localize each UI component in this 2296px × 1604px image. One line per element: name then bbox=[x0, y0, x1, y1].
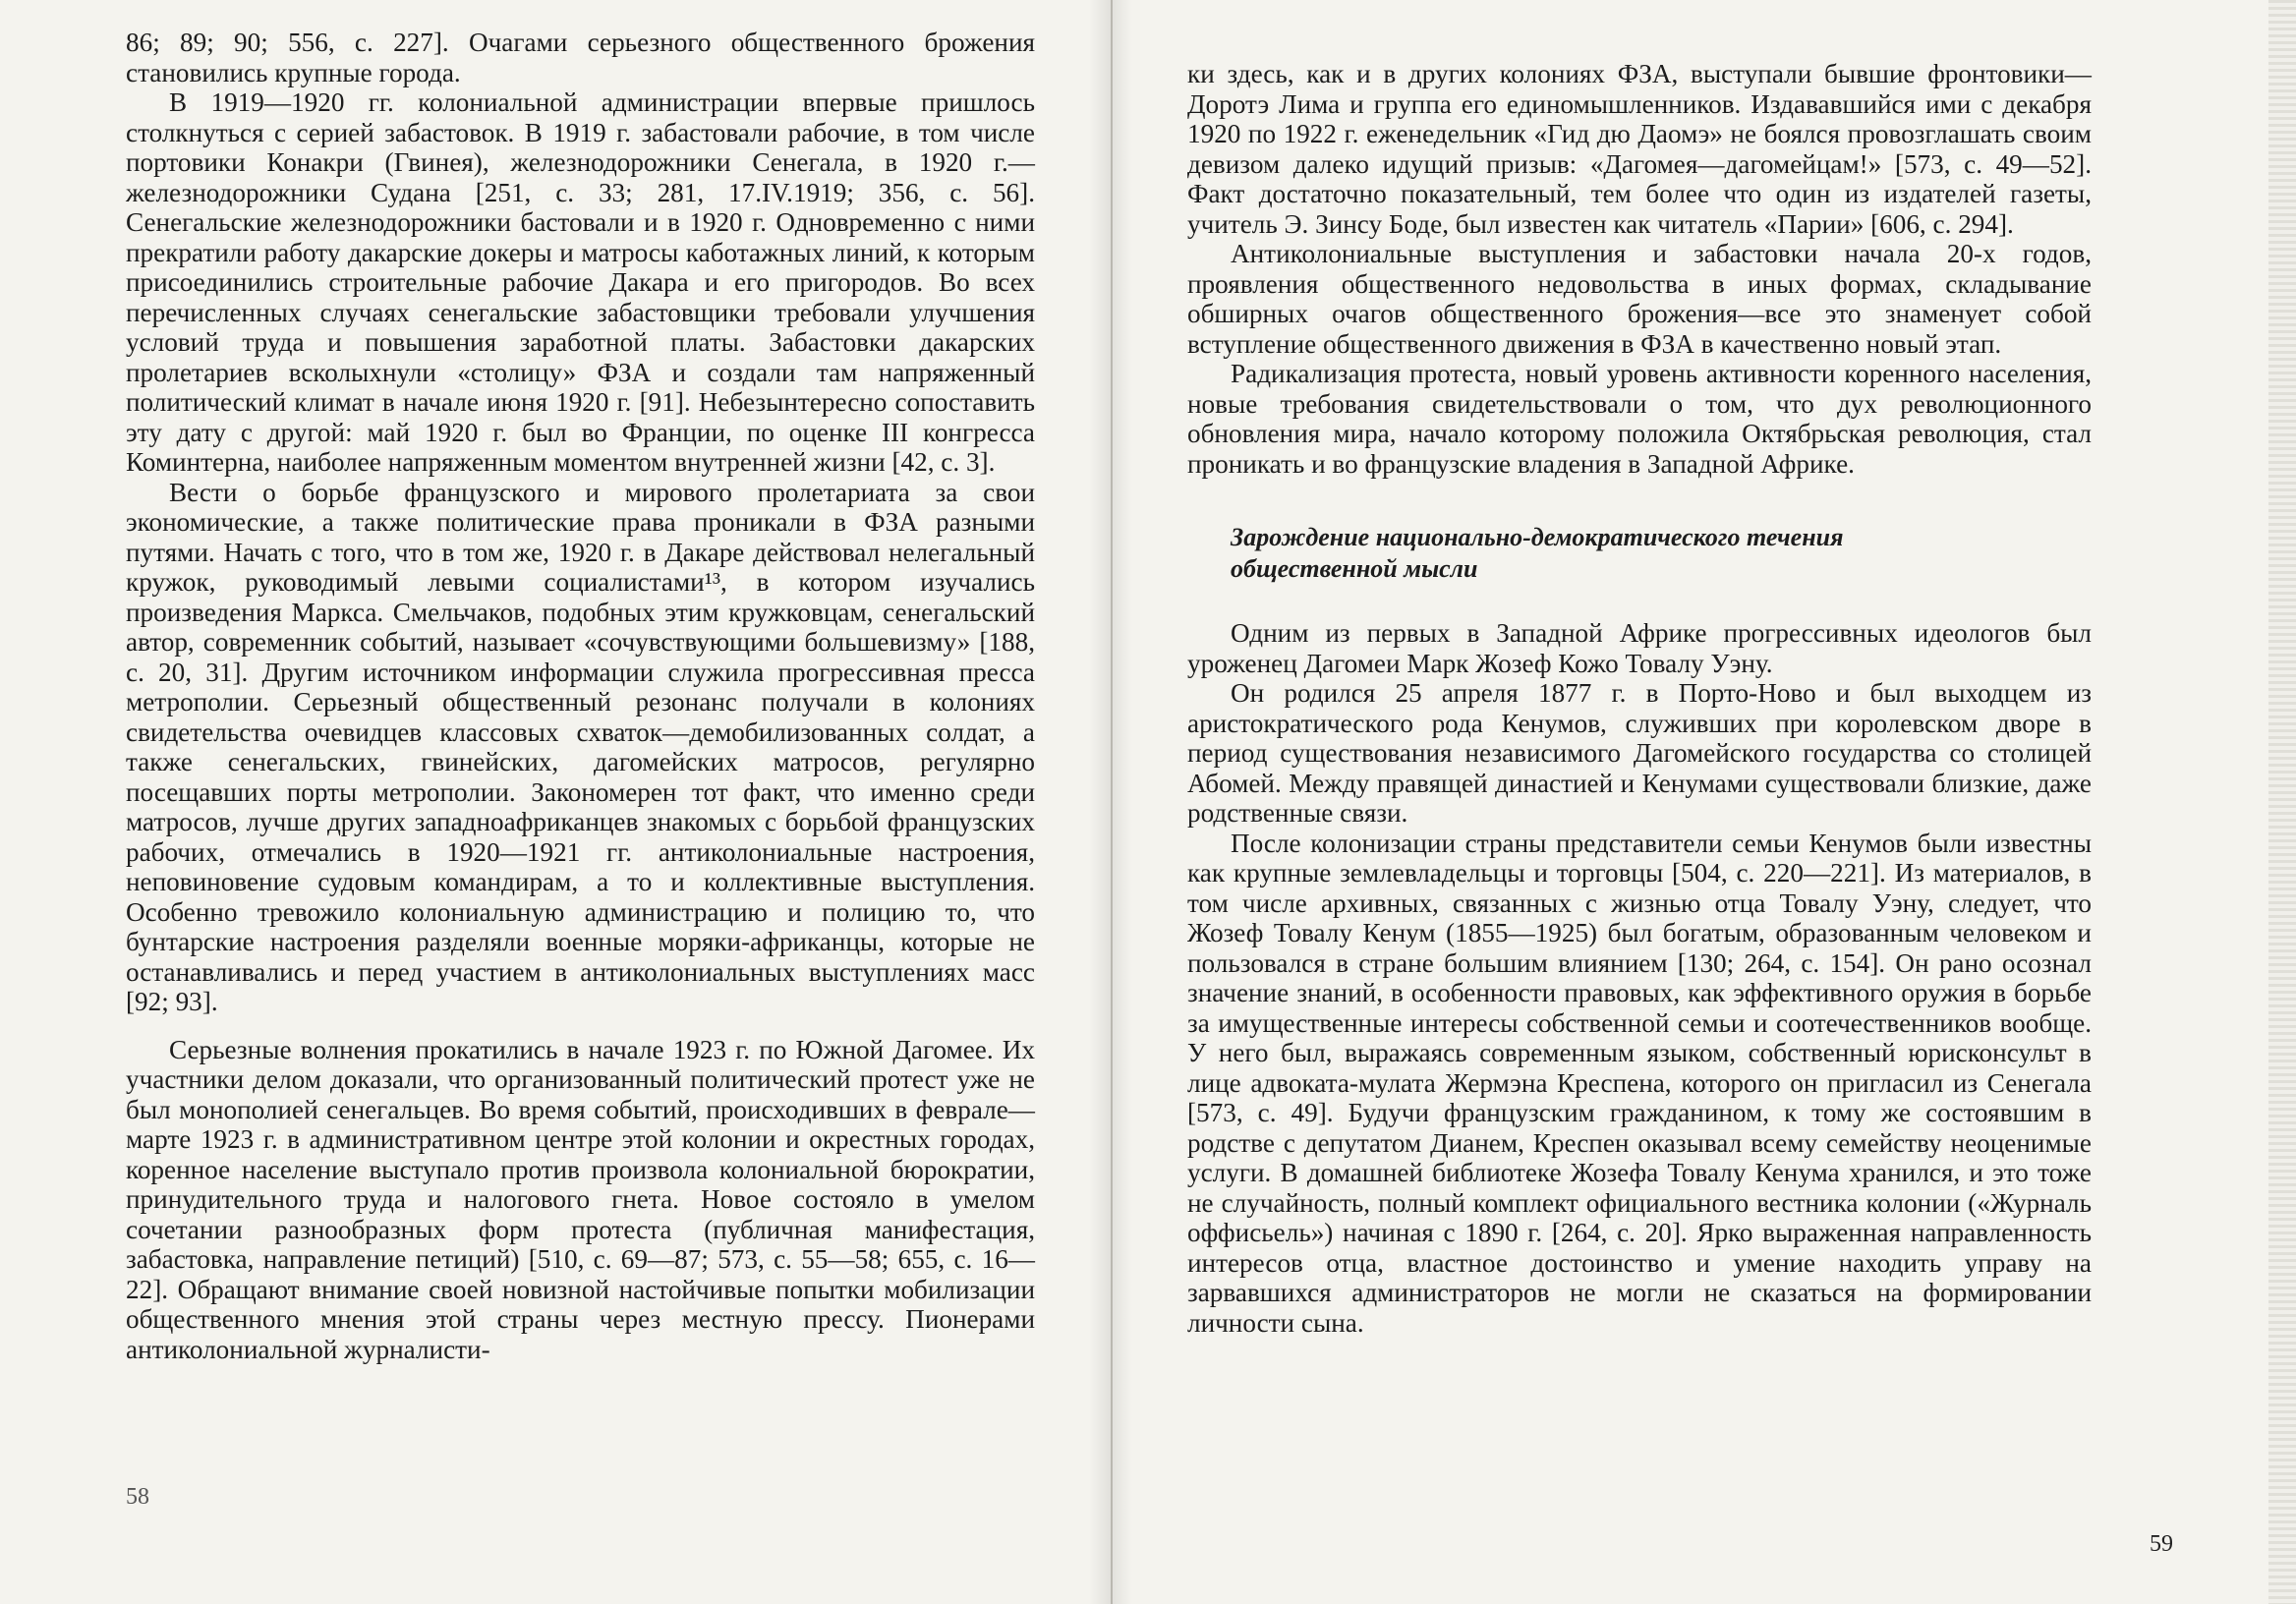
page-edge-shadow bbox=[2268, 0, 2296, 1604]
left-text-column bbox=[126, 28, 1035, 1364]
paragraph: Антиколониальные выступления и забастовки начала 20-х годов, проявления общественного недовольства в иных формах, складывание обширных очагов общественного брожения—все это знаменует собой вступление общественного движения в ФЗА в качественно новый этап. bbox=[1187, 239, 2092, 359]
page-number-left: 58 bbox=[126, 1484, 149, 1510]
paragraph: 86; 89; 90; 556, с. 227]. Очагами серьезного общественного брожения становились крупные города. bbox=[126, 28, 1035, 87]
paragraph: В 1919—1920 гг. колониальной администрации впервые пришлось столкнуться с серией забастовок. В 1919 г. забастовали рабочие, в том числе портовики Конакри (Гвинея), железнодорожники Сенегала, в 1920 г.—железнодорожники Судана [251, с. 33; 281, 17.IV.1919; 356, с. 56]. Сенегальские железнодорожники бастовали и в 1920 г. Одновременно с ними прекратили работу дакарские докеры и матросы каботажных линий, к которым присоединились строительные рабочие Дакара и его пригородов. Во всех перечисленных случаях сенегальские забастовщики требовали улучшения условий труда и повышения заработной платы. Забастовки дакарских пролетариев всколыхнули «столицу» ФЗА и создали там напряженный политический климат в начале июня 1920 г. [91]. Небезынтересно сопоставить эту дату с другой: май 1920 г. был во Франции, по оценке III конгресса Коминтерна, наиболее напряженным моментом внутренней жизни [42, с. 3]. bbox=[126, 87, 1035, 477]
paragraph: Серьезные волнения прокатились в начале 1923 г. по Южной Дагомее. Их участники делом доказали, что организованный политический протест уже не был монополией сенегальцев. Во время событий, происходивших в феврале—марте 1923 г. в административном центре этой колонии и окрестных городах, коренное население выступало против произвола колониальной бюрократии, принудительного труда и налогового гнета. Новое состояло в умелом сочетании разнообразных форм протеста (публичная манифестация, забастовка, направление петиций) [510, с. 69—87; 573, с. 55—58; 655, с. 16—22]. Обращают внимание своей новизной настойчивые попытки мобилизации общественного мнения этой страны через местную прессу. Пионерами антиколониальной журналисти- bbox=[126, 1034, 1035, 1364]
section-heading-line: общественной мысли bbox=[1231, 554, 1478, 583]
section-heading-line: Зарождение национально-демократического течения bbox=[1231, 523, 1844, 551]
paragraph: Одним из первых в Западной Африке прогрессивных идеологов был уроженец Дагомеи Марк Жозеф Кожо Товалу Уэну. bbox=[1187, 618, 2092, 678]
paragraph: После колонизации страны представители семьи Кенумов были известны как крупные землевладельцы и торговцы [504, с. 220—221]. Из материалов, в том числе архивных, связанных с жизнью отца Товалу Уэну, следует, что Жозеф Товалу Кенум (1855—1925) был богатым, образованным человеком и пользовался в стране большим влиянием [130; 264, с. 154]. Он рано осознал значение знаний, в особенности правовых, как эффективного оружия в борьбе за имущественные интересы собственной семьи и соотечественников вообще. У него был, выражаясь современным языком, собственный юрисконсульт в лице адвоката-мулата Жермэна Креспена, которого он пригласил из Сенегала [573, с. 49]. Будучи французским гражданином, к тому же состоявшим в родстве с депутатом Дианем, Креспен оказывал всему семейству неоценимые услуги. В домашней библиотеке Жозефа Товалу Кенума хранился, и это тоже не случайность, полный комплект официального вестника колонии («Журналь оффисьель») начиная с 1890 г. [264, с. 20]. Ярко выраженная направленность интересов отца, властное достоинство и умение находить управу на зарвавшихся администраторов не могли не сказаться на формировании личности сына. bbox=[1187, 828, 2092, 1338]
paragraph: Вести о борьбе французского и мирового пролетариата за свои экономические, а также политические права проникали в ФЗА разными путями. Начать с того, что в том же, 1920 г. в Дакаре действовал нелегальный кружок, руководимый левыми социалистами¹³, в котором изучались произведения Маркса. Смельчаков, подобных этим кружковцам, сенегальский автор, современник событий, называет «сочувствующими большевизму» [188, с. 20, 31]. Другим источником информации служила прогрессивная пресса метрополии. Серьезный общественный резонанс получали в колониях свидетельства очевидцев классовых схваток—демобилизованных солдат, а также сенегальских, гвинейских, дагомейских матросов, регулярно посещавших порты метрополии. Закономерен тот факт, что именно среди матросов, лучше других западноафриканцев знакомых с борьбой французских рабочих, отмечались в 1920—1921 гг. антиколониальные настроения, неповиновение судовым командирам, а то и коллективные выступления. Особенно тревожило колониальную администрацию и полицию то, что бунтарские настроения разделяли военные моряки-африканцы, которые не останавливались и перед участием в антиколониальных выступлениях масс [92; 93]. bbox=[126, 477, 1035, 1016]
book-gutter bbox=[1089, 0, 1132, 1604]
paragraph: Он родился 25 апреля 1877 г. в Порто-Ново и был выходцем из аристократического рода Кенумов, служивших при королевском дворе в период существования независимого Дагомейского государства со столицей Абомей. Между правящей династией и Кенумами существовали близкие, даже родственные связи. bbox=[1187, 678, 2092, 828]
page-number-right: 59 bbox=[2150, 1531, 2173, 1557]
paragraph: ки здесь, как и в других колониях ФЗА, выступали бывшие фронтовики—Доротэ Лима и группа его единомышленников. Издававшийся ими с декабря 1920 по 1922 г. еженедельник «Гид дю Даомэ» не боялся провозглашать своим девизом далеко идущий призыв: «Дагомея—дагомейцам!» [573, с. 49—52]. Факт достаточно показательный, тем более что один из издателей газеты, учитель Э. Зинсу Боде, был известен как читатель «Парии» [606, с. 294]. bbox=[1187, 59, 2092, 239]
right-text-column bbox=[1187, 59, 2092, 1338]
left-page bbox=[0, 0, 1111, 1604]
right-page bbox=[1111, 0, 2296, 1604]
paragraph: Радикализация протеста, новый уровень активности коренного населения, новые требования свидетельствовали о том, что дух революционного обновления мира, начало которому положила Октябрьская революция, стал проникать и во французские владения в Западной Африке. bbox=[1187, 359, 2092, 479]
section-heading bbox=[1231, 522, 1938, 585]
